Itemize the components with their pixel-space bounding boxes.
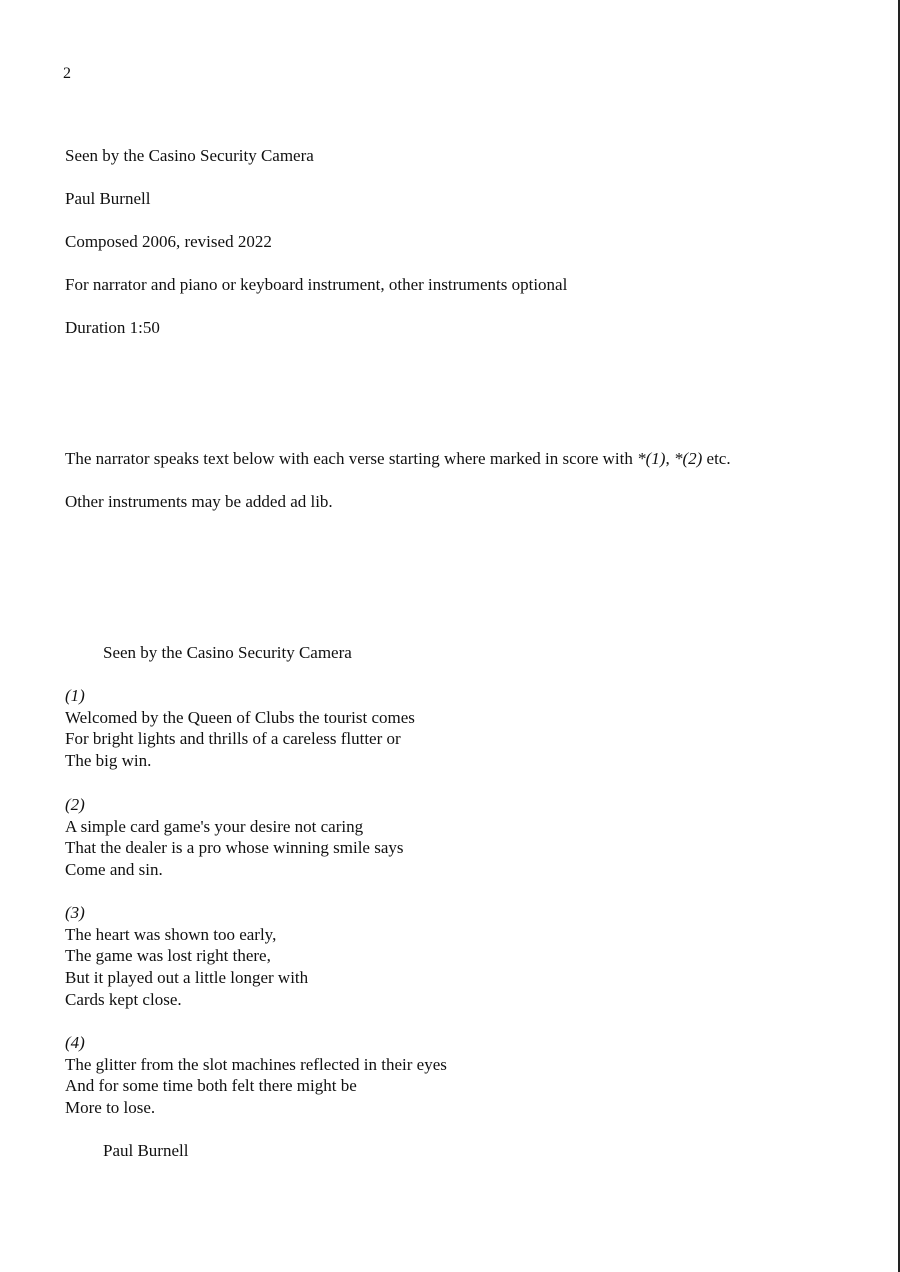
composer-name: Paul Burnell <box>65 189 151 208</box>
narrator-instructions-text: The narrator speaks text below with each verse starting where marked in score with <box>65 449 638 468</box>
poem-title: Seen by the Casino Security Camera <box>103 643 352 662</box>
poem-verse <box>65 1032 447 1119</box>
verse-line: The game was lost right there, <box>65 946 271 966</box>
verse-line: The big win. <box>65 751 152 771</box>
verse-line: The glitter from the slot machines reflected in their eyes <box>65 1054 447 1074</box>
narrator-instructions <box>65 448 731 470</box>
marker-separator: , <box>665 449 674 468</box>
verse-line: Come and sin. <box>65 860 163 880</box>
work-title: Seen by the Casino Security Camera <box>65 146 314 165</box>
verse-marker-2: *(2) <box>673 449 703 468</box>
verse-line: More to lose. <box>65 1098 156 1118</box>
verse-line: For bright lights and thrills of a careless flutter or <box>65 729 401 749</box>
verse-marker: (3) <box>65 903 85 922</box>
narrator-instructions-suffix: etc. <box>702 449 731 468</box>
verse-marker: (2) <box>65 795 85 814</box>
composition-date: Composed 2006, revised 2022 <box>65 232 272 251</box>
verse-marker: (4) <box>65 1033 85 1052</box>
poem-verse <box>65 794 404 881</box>
verse-line: A simple card game's your desire not caring <box>65 816 364 836</box>
duration: Duration 1:50 <box>65 318 160 337</box>
verse-line: And for some time both felt there might be <box>65 1076 357 1096</box>
page-number: 2 <box>63 65 71 82</box>
ad-lib-note: Other instruments may be added ad lib. <box>65 492 333 511</box>
verse-marker-1: *(1) <box>637 449 666 468</box>
verse-marker: (1) <box>65 686 85 705</box>
verse-line: But it played out a little longer with <box>65 968 309 988</box>
poem-verse <box>65 902 308 1011</box>
poem-verse <box>65 685 415 772</box>
verse-line: The heart was shown too early, <box>65 924 277 944</box>
instrumentation: For narrator and piano or keyboard instrument, other instruments optional <box>65 275 568 294</box>
poem-signature: Paul Burnell <box>103 1141 189 1160</box>
verse-line: Welcomed by the Queen of Clubs the tourist comes <box>65 707 415 727</box>
verse-line: Cards kept close. <box>65 989 182 1009</box>
verse-line: That the dealer is a pro whose winning smile says <box>65 838 404 858</box>
